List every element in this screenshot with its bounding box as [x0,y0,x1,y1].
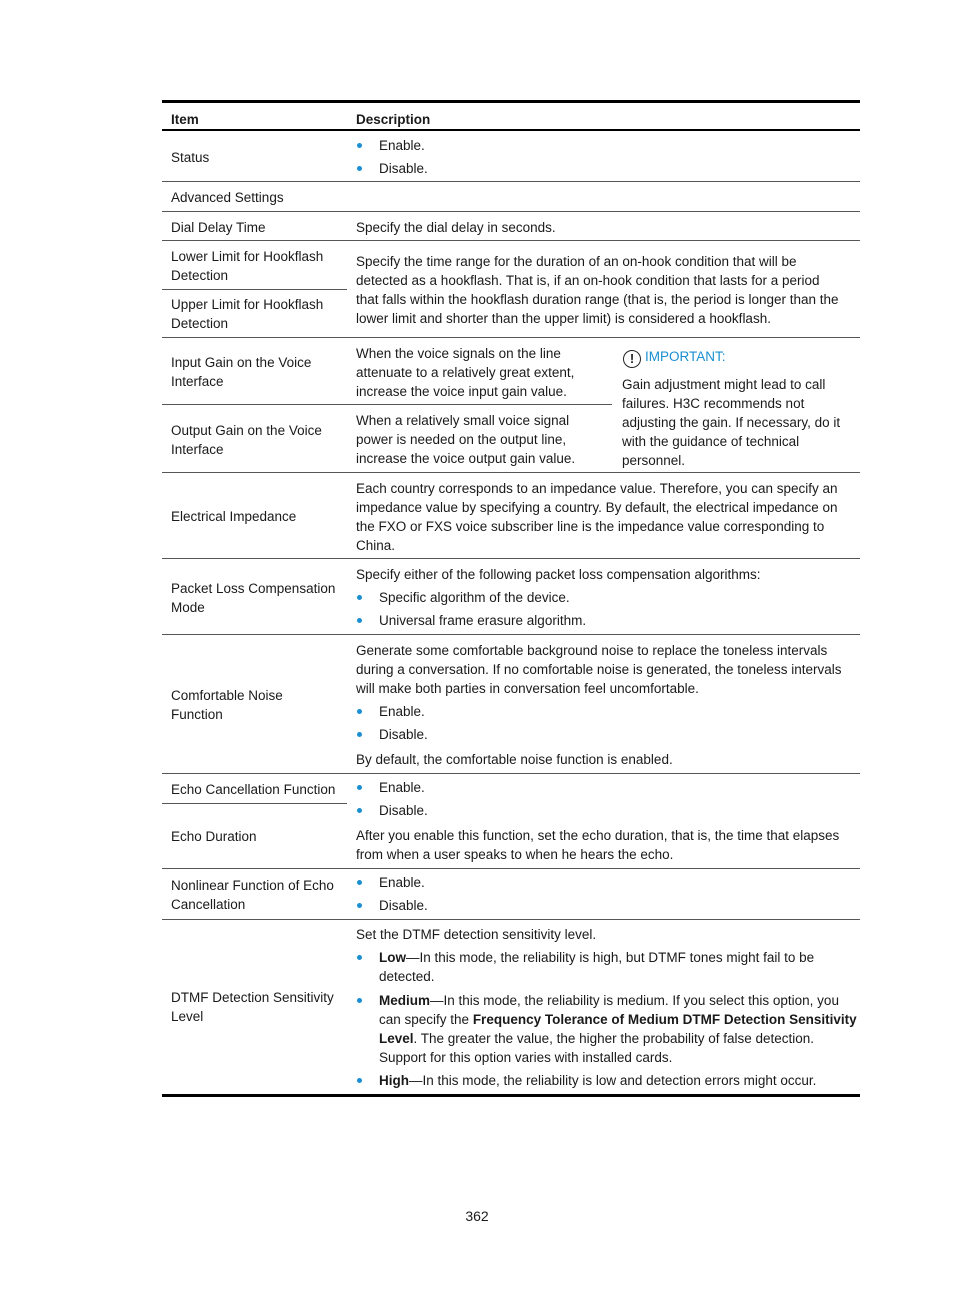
list-item: Enable. [356,778,851,797]
list-item: Enable. [356,136,851,155]
item-echo-duration: Echo Duration [171,829,257,844]
bullet-icon [357,785,362,790]
header-bottom-rule [162,129,860,131]
status-options [356,136,851,178]
bullet-icon [357,595,362,600]
nonlinear-options [356,873,851,915]
list-item: Enable. [356,873,851,892]
list-item: Enable. [356,702,851,721]
page-number: 362 [465,1208,489,1224]
desc-echo-duration: After you enable this function, set the echo duration, that is, the time that elapses from when a user speaks to when he hears the echo. [356,828,840,862]
item-output-gain: Output Gain on the Voice Interface [171,423,322,457]
row-divider [162,404,612,405]
bullet-icon [357,143,362,148]
row-divider [162,803,347,804]
row-divider [162,558,860,559]
item-input-gain: Input Gain on the Voice Interface [171,355,312,389]
item-lower-limit-hookflash: Lower Limit for Hookflash Detection [171,249,324,283]
row-divider [162,868,860,869]
row-divider [162,472,860,473]
list-item: Disable. [356,159,851,178]
row-divider [162,337,860,338]
bullet-icon [357,166,362,171]
bullet-icon [357,998,362,1003]
row-divider [162,773,860,774]
row-divider [162,919,860,920]
desc-dial-delay-time: Specify the dial delay in seconds. [356,220,556,235]
column-header-description: Description [356,112,431,127]
packet-loss-options [356,588,851,630]
item-upper-limit-hookflash: Upper Limit for Hookflash Detection [171,297,324,331]
column-header-item: Item [171,112,199,127]
item-status: Status [171,150,210,165]
desc-input-gain: When the voice signals on the line attenuate to a relatively great extent, increase the voice input gain value. [356,346,575,399]
table-bottom-rule [162,1094,860,1097]
warning-icon: ! [623,350,641,368]
echo-cancellation-options [356,778,851,820]
list-item: Medium—In this mode, the reliability is medium. If you select this option, you can specify the Frequency Tolerance of Medium DTMF Detection Sensitivity Level. The greater the value, the higher the probability of false detection. Support for this option varies with installed cards. [356,991,856,1067]
desc-hookflash: Specify the time range for the duration of an on-hook condition that will be detected as a hookflash. That is, if an on-hook condition that lasts for a period that falls within the hookflash duration range (that is, the period is longer than the lower limit and shorter than the upper limit) is considered a hookflash. [356,254,839,326]
row-divider [162,211,860,212]
list-item: High—In this mode, the reliability is low and detection errors might occur. [356,1071,856,1090]
important-note-text: Gain adjustment might lead to call failures. H3C recommends not adjusting the gain. If necessary, do it with the guidance of technical personnel. [622,377,841,468]
bullet-icon [357,1078,362,1083]
desc-electrical-impedance: Each country corresponds to an impedance value. Therefore, you can specify an impedance value by specifying a country. By default, the electrical impedance on the FXO or FXS voice subscriber line is the impedance value corresponding to China. [356,481,838,553]
item-nonlinear-echo: Nonlinear Function of Echo Cancellation [171,878,334,912]
comfortable-noise-options [356,702,851,744]
desc-comfortable-noise-default: By default, the comfortable noise function is enabled. [356,752,673,767]
important-heading [623,347,726,368]
bullet-icon [357,880,362,885]
bullet-icon [357,955,362,960]
item-dtmf-sensitivity: DTMF Detection Sensitivity Level [171,990,334,1024]
desc-comfortable-noise: Generate some comfortable background noise to replace the toneless intervals during a conversation. If no comfortable noise is generated, the toneless intervals will make both parties in conversation feel uncomfortable. [356,643,842,696]
important-label: IMPORTANT: [645,349,726,364]
desc-packet-loss-intro: Specify either of the following packet loss compensation algorithms: [356,567,761,582]
desc-dtmf-intro: Set the DTMF detection sensitivity level. [356,927,597,942]
item-dial-delay-time: Dial Delay Time [171,220,266,235]
table-top-rule [162,100,860,103]
row-divider [162,634,860,635]
list-item: Disable. [356,725,851,744]
item-electrical-impedance: Electrical Impedance [171,509,297,524]
bullet-icon [357,903,362,908]
bullet-icon [357,732,362,737]
item-advanced-settings: Advanced Settings [171,190,284,205]
item-packet-loss-compensation: Packet Loss Compensation Mode [171,581,336,615]
row-divider [162,289,347,290]
list-item: Specific algorithm of the device. [356,588,851,607]
dtmf-options [356,948,856,1090]
row-divider [162,181,860,182]
bullet-icon [357,709,362,714]
list-item: Low—In this mode, the reliability is high, but DTMF tones might fail to be detected. [356,948,856,986]
bullet-icon [357,618,362,623]
list-item: Disable. [356,896,851,915]
row-divider [162,240,860,241]
list-item: Universal frame erasure algorithm. [356,611,851,630]
item-echo-cancellation: Echo Cancellation Function [171,782,336,797]
desc-output-gain: When a relatively small voice signal power is needed on the output line, increase the voice output gain value. [356,413,576,466]
bullet-icon [357,808,362,813]
list-item: Disable. [356,801,851,820]
item-comfortable-noise: Comfortable Noise Function [171,688,283,722]
